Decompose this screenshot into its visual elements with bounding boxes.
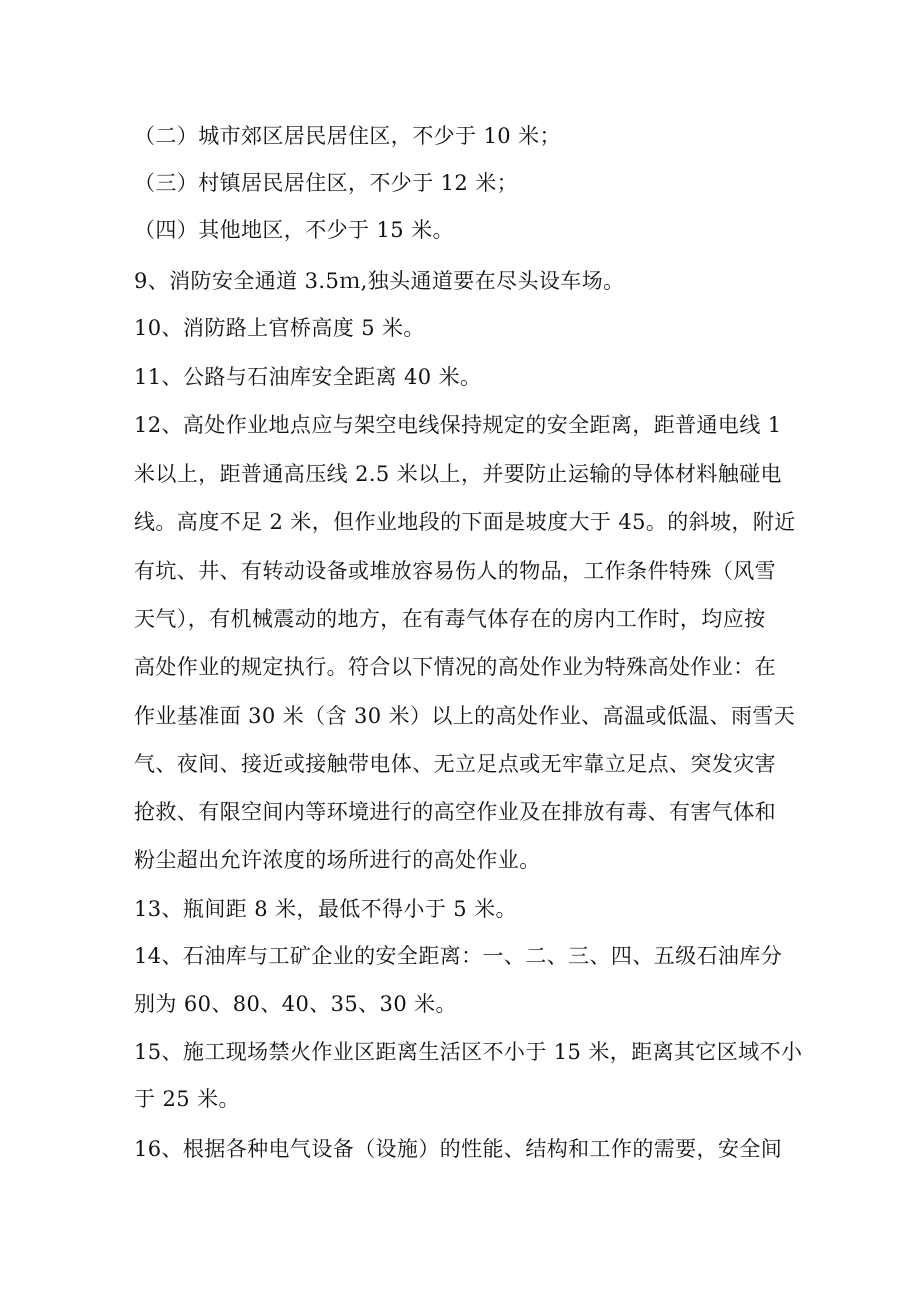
text-line: 抢救、有限空间内等环境进行的高空作业及在排放有毒、有害气体和 bbox=[134, 800, 776, 824]
text-line: 作业基准面 30 米（含 30 米）以上的高处作业、高温或低温、雨雪天 bbox=[134, 704, 796, 728]
text-line: 米以上，距普通高压线 2.5 米以上，并要防止运输的导体材料触碰电 bbox=[134, 462, 782, 486]
text-line: 15、施工现场禁火作业区距离生活区不小于 15 米，距离其它区域不小 bbox=[134, 1040, 803, 1064]
text-line: 天气），有机械震动的地方，在有毒气体存在的房内工作时，均应按 bbox=[134, 607, 766, 631]
text-line: 有坑、井、有转动设备或堆放容易伤人的物品，工作条件特殊（风雪 bbox=[134, 559, 776, 583]
text-line: 于 25 米。 bbox=[134, 1087, 240, 1111]
text-line: 11、公路与石油库安全距离 40 米。 bbox=[134, 365, 482, 389]
text-line: 16、根据各种电气设备（设施）的性能、结构和工作的需要，安全间 bbox=[134, 1137, 783, 1161]
text-line: 粉尘超出允许浓度的场所进行的高处作业。 bbox=[134, 848, 541, 872]
text-line: 10、消防路上官桥高度 5 米。 bbox=[134, 316, 425, 340]
text-line: 14、石油库与工矿企业的安全距离：一、二、三、四、五级石油库分 bbox=[134, 944, 783, 968]
text-line: 13、瓶间距 8 米，最低不得小于 5 米。 bbox=[134, 897, 517, 921]
text-line: 别为 60、80、40、35、30 米。 bbox=[134, 992, 457, 1016]
text-line: 高处作业的规定执行。符合以下情况的高处作业为特殊高处作业：在 bbox=[134, 655, 776, 679]
text-line: 线。高度不足 2 米，但作业地段的下面是坡度大于 45。的斜坡，附近 bbox=[134, 510, 796, 534]
text-line: 气、夜间、接近或接触带电体、无立足点或无牢靠立足点、突发灾害 bbox=[134, 752, 776, 776]
text-line: 12、高处作业地点应与架空电线保持规定的安全距离，距普通电线 1 bbox=[134, 413, 782, 437]
text-line: （三）村镇居民居住区，不少于 12 米； bbox=[134, 171, 519, 195]
text-line: 9、消防安全通道 3.5ｍ,独头通道要在尽头设车场。 bbox=[134, 269, 625, 293]
text-line: （四）其他地区，不少于 15 米。 bbox=[134, 218, 454, 242]
text-line: （二）城市郊区居民居住区，不少于 10 米； bbox=[134, 124, 561, 148]
